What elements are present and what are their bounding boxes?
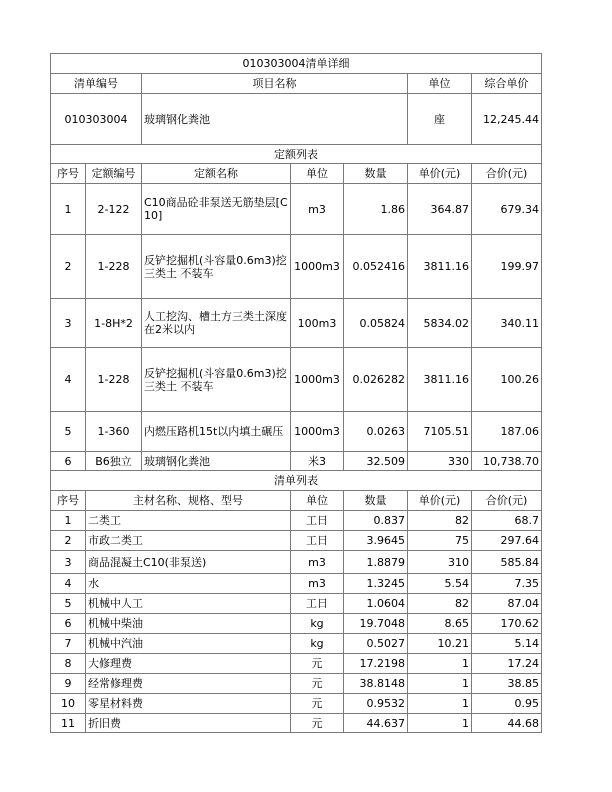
material-qty: 19.7048	[344, 614, 408, 634]
quota-price: 7105.51	[408, 412, 472, 452]
quota-row	[51, 412, 542, 452]
quota-header-name: 定额名称	[142, 164, 291, 184]
quota-unit: 1000m3	[291, 412, 344, 452]
list-item-unit: 座	[408, 94, 472, 145]
material-price: 1	[408, 714, 472, 733]
quota-header-price: 单价(元)	[408, 164, 472, 184]
quota-seq: 4	[51, 348, 86, 412]
material-section-row	[51, 471, 542, 491]
material-seq: 9	[51, 674, 86, 694]
material-seq: 1	[51, 511, 86, 531]
material-name: 市政二类工	[86, 531, 291, 551]
material-qty: 1.0604	[344, 594, 408, 614]
material-header-name: 主材名称、规格、型号	[86, 491, 291, 511]
quota-name: 反铲挖掘机(斗容量0.6m3)挖三类土 不装车	[142, 348, 291, 412]
quota-price: 364.87	[408, 184, 472, 235]
quota-header-row	[51, 164, 542, 184]
quota-row	[51, 235, 542, 299]
quota-header-unit: 单位	[291, 164, 344, 184]
material-total: 38.85	[472, 674, 542, 694]
material-total: 68.7	[472, 511, 542, 531]
header-unit-price: 综合单价	[472, 74, 542, 94]
material-name: 经常修理费	[86, 674, 291, 694]
material-header-seq: 序号	[51, 491, 86, 511]
quota-seq: 2	[51, 235, 86, 299]
material-row	[51, 511, 542, 531]
material-seq: 5	[51, 594, 86, 614]
quota-name: 反铲挖掘机(斗容量0.6m3)挖三类土 不装车	[142, 235, 291, 299]
quota-section-title: 定额列表	[51, 145, 542, 164]
material-row	[51, 574, 542, 594]
material-price: 1	[408, 674, 472, 694]
quota-header-qty: 数量	[344, 164, 408, 184]
quota-unit: 米3	[291, 452, 344, 471]
quota-code: B6独立	[86, 452, 142, 471]
material-qty: 0.837	[344, 511, 408, 531]
quota-header-seq: 序号	[51, 164, 86, 184]
quota-code: 1-228	[86, 348, 142, 412]
quota-seq: 6	[51, 452, 86, 471]
quota-name: 内燃压路机15t以内填土碾压	[142, 412, 291, 452]
material-price: 1	[408, 654, 472, 674]
material-header-qty: 数量	[344, 491, 408, 511]
material-section-title: 清单列表	[51, 471, 542, 491]
quota-qty: 0.026282	[344, 348, 408, 412]
material-name: 二类工	[86, 511, 291, 531]
quota-price: 3811.16	[408, 235, 472, 299]
material-row	[51, 531, 542, 551]
material-name: 机械中柴油	[86, 614, 291, 634]
material-total: 87.04	[472, 594, 542, 614]
bill-detail-table	[50, 53, 542, 733]
material-total: 5.14	[472, 634, 542, 654]
quota-name: 玻璃钢化粪池	[142, 452, 291, 471]
header-item-name: 项目名称	[142, 74, 408, 94]
table-title: 010303004清单详细	[51, 54, 542, 74]
material-qty: 17.2198	[344, 654, 408, 674]
material-total: 0.95	[472, 694, 542, 714]
quota-row	[51, 348, 542, 412]
material-unit: 元	[291, 714, 344, 733]
material-name: 机械中汽油	[86, 634, 291, 654]
quota-total: 199.97	[472, 235, 542, 299]
material-name: 零星材料费	[86, 694, 291, 714]
quota-qty: 0.052416	[344, 235, 408, 299]
quota-code: 1-8H*2	[86, 299, 142, 348]
material-total: 44.68	[472, 714, 542, 733]
material-row	[51, 594, 542, 614]
quota-seq: 1	[51, 184, 86, 235]
header-unit: 单位	[408, 74, 472, 94]
material-qty: 44.637	[344, 714, 408, 733]
title-row	[51, 54, 542, 74]
quota-name: 人工挖沟、槽土方三类土深度在2米以内	[142, 299, 291, 348]
quota-total: 100.26	[472, 348, 542, 412]
quota-row	[51, 299, 542, 348]
list-item-name: 玻璃钢化粪池	[142, 94, 408, 145]
material-qty: 3.9645	[344, 531, 408, 551]
material-qty: 1.3245	[344, 574, 408, 594]
material-price: 8.65	[408, 614, 472, 634]
material-unit: 元	[291, 674, 344, 694]
quota-header-code: 定额编号	[86, 164, 142, 184]
quota-total: 340.11	[472, 299, 542, 348]
quota-header-total: 合价(元)	[472, 164, 542, 184]
quota-unit: 100m3	[291, 299, 344, 348]
quota-code: 1-360	[86, 412, 142, 452]
quota-total: 187.06	[472, 412, 542, 452]
material-seq: 6	[51, 614, 86, 634]
material-unit: kg	[291, 614, 344, 634]
material-seq: 10	[51, 694, 86, 714]
material-seq: 2	[51, 531, 86, 551]
material-row	[51, 674, 542, 694]
quota-seq: 3	[51, 299, 86, 348]
quota-unit: 1000m3	[291, 348, 344, 412]
material-price: 5.54	[408, 574, 472, 594]
quota-qty: 32.509	[344, 452, 408, 471]
quota-qty: 1.86	[344, 184, 408, 235]
list-item-code: 010303004	[51, 94, 142, 145]
material-unit: 工日	[291, 594, 344, 614]
quota-total: 10,738.70	[472, 452, 542, 471]
material-row	[51, 694, 542, 714]
quota-price: 330	[408, 452, 472, 471]
material-row	[51, 614, 542, 634]
material-unit: 工日	[291, 531, 344, 551]
quota-total: 679.34	[472, 184, 542, 235]
material-name: 折旧费	[86, 714, 291, 733]
material-total: 297.64	[472, 531, 542, 551]
quota-code: 2-122	[86, 184, 142, 235]
material-unit: m3	[291, 551, 344, 574]
material-name: 大修理费	[86, 654, 291, 674]
list-header-row	[51, 74, 542, 94]
header-list-code: 清单编号	[51, 74, 142, 94]
material-seq: 7	[51, 634, 86, 654]
quota-seq: 5	[51, 412, 86, 452]
material-price: 82	[408, 594, 472, 614]
material-name: 机械中人工	[86, 594, 291, 614]
quota-code: 1-228	[86, 235, 142, 299]
material-header-price: 单价(元)	[408, 491, 472, 511]
material-row	[51, 551, 542, 574]
material-qty: 1.8879	[344, 551, 408, 574]
quota-section-row	[51, 145, 542, 164]
material-seq: 8	[51, 654, 86, 674]
material-name: 水	[86, 574, 291, 594]
quota-name: C10商品砼非泵送无筋垫层[C10]	[142, 184, 291, 235]
material-qty: 0.9532	[344, 694, 408, 714]
material-unit: 元	[291, 694, 344, 714]
material-total: 7.35	[472, 574, 542, 594]
material-unit: kg	[291, 634, 344, 654]
material-price: 1	[408, 694, 472, 714]
material-header-row	[51, 491, 542, 511]
quota-price: 5834.02	[408, 299, 472, 348]
quota-qty: 0.05824	[344, 299, 408, 348]
material-unit: 工日	[291, 511, 344, 531]
material-unit: 元	[291, 654, 344, 674]
quota-unit: m3	[291, 184, 344, 235]
material-header-total: 合价(元)	[472, 491, 542, 511]
material-seq: 3	[51, 551, 86, 574]
material-price: 10.21	[408, 634, 472, 654]
quota-qty: 0.0263	[344, 412, 408, 452]
material-seq: 4	[51, 574, 86, 594]
material-total: 17.24	[472, 654, 542, 674]
quota-row	[51, 452, 542, 471]
list-item-price: 12,245.44	[472, 94, 542, 145]
material-header-unit: 单位	[291, 491, 344, 511]
material-unit: m3	[291, 574, 344, 594]
material-total: 585.84	[472, 551, 542, 574]
material-price: 75	[408, 531, 472, 551]
material-row	[51, 634, 542, 654]
material-total: 170.62	[472, 614, 542, 634]
quota-price: 3811.16	[408, 348, 472, 412]
material-price: 82	[408, 511, 472, 531]
material-qty: 0.5027	[344, 634, 408, 654]
material-row	[51, 714, 542, 733]
list-item-row	[51, 94, 542, 145]
quota-unit: 1000m3	[291, 235, 344, 299]
material-row	[51, 654, 542, 674]
material-price: 310	[408, 551, 472, 574]
quota-row	[51, 184, 542, 235]
material-name: 商品混凝土C10(非泵送)	[86, 551, 291, 574]
material-seq: 11	[51, 714, 86, 733]
material-qty: 38.8148	[344, 674, 408, 694]
